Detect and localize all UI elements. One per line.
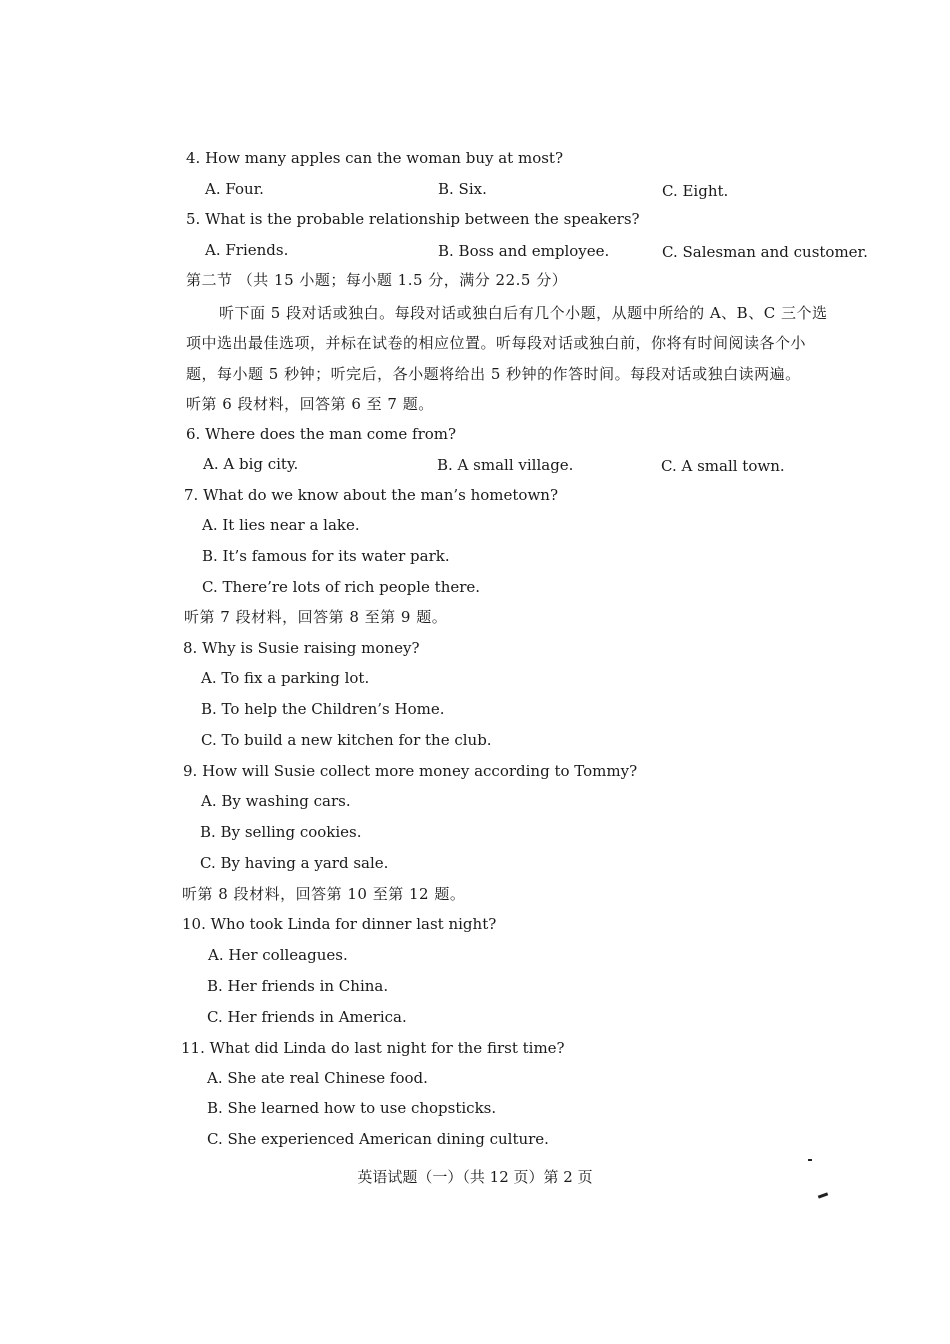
question-8-option-a: A. To fix a parking lot. [201, 669, 370, 687]
question-4-option-b: B. Six. [438, 180, 487, 198]
section-2-instruction-2: 项中选出最佳选项，并标在试卷的相应位置。听每段对话或独白前，你将有时间阅读各个小 [186, 334, 807, 352]
material-8-heading: 听第 8 段材料，回答第 10 至第 12 题。 [182, 885, 466, 903]
question-6-stem: 6. Where does the man come from? [186, 425, 457, 443]
question-5-stem: 5. What is the probable relationship between the speakers? [186, 210, 640, 228]
question-7-option-c: C. There’re lots of rich people there. [202, 578, 481, 596]
question-9-option-c: C. By having a yard sale. [200, 854, 389, 872]
scan-speck [818, 1192, 828, 1198]
question-7-stem: 7. What do we know about the man’s hometown? [184, 486, 558, 504]
question-11-option-c: C. She experienced American dining culture. [207, 1130, 549, 1148]
material-7-heading: 听第 7 段材料，回答第 8 至第 9 题。 [184, 608, 448, 626]
question-5-option-c: C. Salesman and customer. [662, 243, 868, 261]
section-2-instruction-3: 题，每小题 5 秒钟；听完后，各小题将给出 5 秒钟的作答时间。每段对话或独白读两遍。 [186, 365, 801, 383]
question-5-option-a: A. Friends. [205, 241, 289, 259]
question-10-stem: 10. Who took Linda for dinner last night? [182, 915, 497, 933]
question-6-option-b: B. A small village. [437, 456, 574, 474]
page-footer: 英语试题（一）（共 12 页）第 2 页 [357, 1168, 593, 1186]
question-6-option-c: C. A small town. [661, 457, 785, 475]
question-9-option-a: A. By washing cars. [201, 792, 351, 810]
question-7-option-b: B. It’s famous for its water park. [202, 547, 450, 565]
question-8-stem: 8. Why is Susie raising money? [183, 639, 420, 657]
question-9-option-b: B. By selling cookies. [200, 823, 362, 841]
question-11-option-a: A. She ate real Chinese food. [207, 1069, 428, 1087]
scan-speck [808, 1159, 812, 1161]
question-9-stem: 9. How will Susie collect more money according to Tommy? [183, 762, 638, 780]
question-7-option-a: A. It lies near a lake. [202, 516, 360, 534]
section-2-instruction-1: 听下面 5 段对话或独白。每段对话或独白后有几个小题，从题中所给的 A、B、C 三个选 [219, 304, 828, 322]
question-5-option-b: B. Boss and employee. [438, 242, 610, 260]
question-8-option-b: B. To help the Children’s Home. [201, 700, 445, 718]
section-2-heading: 第二节 （共 15 小题；每小题 1.5 分，满分 22.5 分） [186, 271, 568, 289]
question-10-option-a: A. Her colleagues. [208, 946, 348, 964]
question-8-option-c: C. To build a new kitchen for the club. [201, 731, 492, 749]
question-6-option-a: A. A big city. [203, 455, 299, 473]
question-4-stem: 4. How many apples can the woman buy at most? [186, 149, 563, 167]
question-4-option-a: A. Four. [205, 180, 264, 198]
question-4-option-c: C. Eight. [662, 182, 729, 200]
question-10-option-b: B. Her friends in China. [207, 977, 389, 995]
question-11-stem: 11. What did Linda do last night for the first time? [181, 1039, 565, 1057]
question-10-option-c: C. Her friends in America. [207, 1008, 407, 1026]
question-11-option-b: B. She learned how to use chopsticks. [207, 1099, 497, 1117]
material-6-heading: 听第 6 段材料，回答第 6 至 7 题。 [186, 395, 434, 413]
